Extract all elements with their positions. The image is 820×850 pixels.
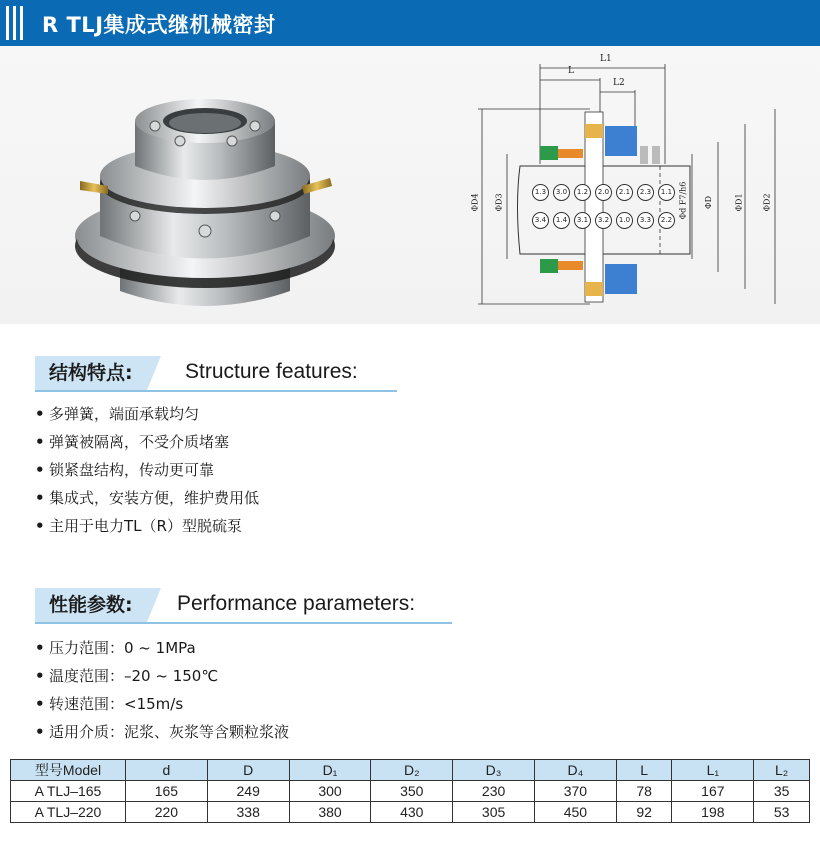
part-bubble: 1.3 [532,184,549,201]
performance-heading-cn: 性能参数: [35,588,147,622]
table-cell: 430 [371,802,453,823]
table-cell: 380 [289,802,371,823]
list-item: • 适用介质：泥浆、灰浆等含颗粒浆液 [35,723,290,741]
list-item: • 压力范围：0 ~ 1MPa [35,639,196,657]
dim-l2-label: L2 [613,78,625,88]
table-cell: 450 [534,802,616,823]
dim-d3-label: ΦD3 [494,193,504,212]
table-header-cell: D [207,760,289,781]
part-bubble: 1.1 [658,184,675,201]
table-cell: 53 [754,802,810,823]
table-cell: 220 [126,802,208,823]
part-bubble: 3.0 [553,184,570,201]
dim-d2-label: ΦD2 [762,193,772,212]
table-cell: 78 [616,781,672,802]
dim-d-f7-label: Φd F7/h6 [678,181,688,220]
structure-heading-cn: 结构特点: [35,356,147,390]
table-row [11,802,810,823]
part-bubble: 3.3 [637,212,654,229]
part-bubble: 3.4 [532,212,549,229]
structure-heading-en: Structure features: [185,360,358,383]
table-cell: 305 [453,802,535,823]
part-bubble: 1.2 [574,184,591,201]
table-cell: 198 [672,802,754,823]
dim-l1-label: L1 [600,54,612,64]
table-cell: 35 [754,781,810,802]
header-stripes [6,6,23,40]
part-bubble: 2.2 [658,212,675,229]
spec-table [10,759,810,823]
list-item: • 转速范围：<15m/s [35,695,184,713]
table-row [11,781,810,802]
dim-d4-label: ΦD4 [470,193,480,212]
table-header-row [11,760,810,781]
list-item: • 多弹簧，端面承载均匀 [35,405,200,423]
performance-heading-en: Performance parameters: [177,592,416,615]
structure-underline [35,390,397,392]
table-header-cell: 型号Model [11,760,126,781]
table-cell: 230 [453,781,535,802]
part-bubbles-top [532,184,675,201]
page-title: R TLJ集成式继机械密封 [42,13,276,37]
table-header-cell: L [616,760,672,781]
dim-d1-label: ΦD1 [734,193,744,212]
table-header-cell: D₂ [371,760,453,781]
table-header-cell: D₄ [534,760,616,781]
table-header-cell: L₂ [754,760,810,781]
part-bubble: 1.4 [553,212,570,229]
image-band [0,46,820,324]
list-item: • 锁紧盘结构，传动更可靠 [35,461,215,479]
part-bubble: 2.3 [637,184,654,201]
page-header [0,0,820,46]
table-cell: 165 [126,781,208,802]
structure-list [35,400,259,540]
table-cell: 338 [207,802,289,823]
table-cell: 249 [207,781,289,802]
table-header-cell: D₁ [289,760,371,781]
table-cell: 167 [672,781,754,802]
table-header-cell: d [126,760,208,781]
table-cell: 370 [534,781,616,802]
list-item: • 弹簧被隔离，不受介质堵塞 [35,433,230,451]
part-bubble: 2.1 [616,184,633,201]
list-item: • 集成式，安装方便，维护费用低 [35,489,260,507]
list-item: • 温度范围：–20 ~ 150℃ [35,667,219,685]
table-cell: A TLJ–165 [11,781,126,802]
part-bubble: 2.0 [595,184,612,201]
performance-list [35,634,289,746]
part-bubble: 1.0 [616,212,633,229]
table-header-cell: L₁ [672,760,754,781]
part-bubbles-bottom [532,212,675,229]
structure-heading [35,356,400,390]
table-cell: 300 [289,781,371,802]
part-bubble: 3.1 [574,212,591,229]
table-cell: 350 [371,781,453,802]
table-cell: 92 [616,802,672,823]
product-photo [60,86,350,326]
dim-l-label: L [568,66,574,76]
performance-underline [35,622,452,624]
part-bubble: 3.2 [595,212,612,229]
table-header-cell: D₃ [453,760,535,781]
performance-heading [35,588,455,622]
table-cell: A TLJ–220 [11,802,126,823]
list-item: • 主用于电力TL（R）型脱硫泵 [35,517,242,535]
dim-d-label: ΦD [703,196,713,209]
